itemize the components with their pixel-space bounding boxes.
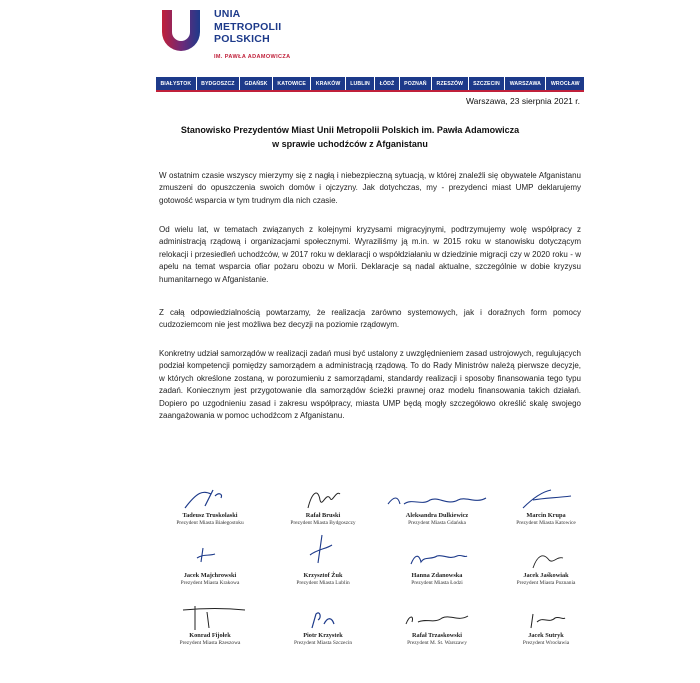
paragraph-4: Konkretny udział samorządów w realizacji zadań musi być ustalony z uwzględnieniem zasad ustrojowych, regulujących podział kompetencji pomiędzy samorządem a administracją rządową. To do Rady Ministrów należą pierwsze decyzje, w których określone zostaną, w porozumieniu z samorządami, standardy realizacji i sposoby finansowania tego typu zadań. Koniecznym jest przygotowanie dla samorządów ścieżki prawnej oraz modelu finansowania takich działań. Dopiero po uzgodnieniu zasad i zakresu współpracy, miasta UMP będą mogły szczegółowo określić skalę swojego zaangażowania w pomoc uchodźcom z Afganistanu.: [159, 349, 581, 421]
signatory-name: Marcin Krupa: [526, 512, 566, 519]
city-szczecin: SZCZECIN: [469, 77, 506, 90]
handwritten-signature-icon: [288, 608, 358, 632]
handwritten-signature-icon: [397, 546, 477, 572]
paragraph-3: Z całą odpowiedzialnością powtarzamy, że realizacja zarówno systemowych, jak i doraźnych form pomocy cudzoziemcom nie jest możliwa bez decyzji na poziomie rządowym.: [159, 308, 581, 330]
signatory-name: Krzysztof Żuk: [303, 572, 343, 579]
logo-line-2: METROPOLII: [214, 20, 282, 33]
city-bialystok: BIAŁYSTOK: [156, 77, 197, 90]
handwritten-signature-icon: [175, 486, 245, 512]
handwritten-signature-icon: [511, 608, 581, 632]
signature-block: [482, 608, 610, 647]
handwritten-signature-icon: [165, 602, 255, 632]
signatory-role: Prezydent Miasta Rzeszowa: [179, 640, 241, 646]
signatory-name: Rafał Trzaskowski: [412, 632, 462, 639]
city-poznan: POZNAŃ: [400, 77, 432, 90]
logo-subtitle: IM. PAWŁA ADAMOWICZA: [214, 54, 291, 60]
signatory-role: Prezydent Miasta Poznania: [516, 580, 576, 586]
handwritten-signature-icon: [382, 486, 492, 512]
paragraph-2: Od wielu lat, w tematach związanych z kolejnymi kryzysami migracyjnymi, podtrzymujemy wolę współpracy z administracją rządową i organizacjami społecznymi. Wyraziliśmy ją m.in. w 2015 roku w stanowisku dotyczącym relokacji i przesiedleń uchodźców, w 2017 roku w deklaracji o współdziałaniu w dziedzinie migracji czy w 2020 roku - w apelu na temat wsparcia ofiar pożaru obozu w Morii. Deklaracje są nadal aktualne, szczególnie w dobie kryzysu humanitarnego w Afganistanie.: [159, 225, 581, 284]
city-katowice: KATOWICE: [273, 77, 311, 90]
signatory-name: Jacek Sutryk: [528, 632, 564, 639]
signatory-name: Jacek Jaśkowiak: [523, 572, 569, 579]
signatory-role: Prezydent Wrocławia: [522, 640, 570, 646]
signatory-name: Hanna Zdanowska: [411, 572, 463, 579]
signature-block: [146, 602, 274, 647]
signature-block: [259, 486, 387, 527]
signatory-name: Piotr Krzystek: [303, 632, 343, 639]
city-krakow: KRAKÓW: [311, 77, 345, 90]
city-bar: [156, 77, 584, 92]
signatory-role: Prezydent Miasta Lublin: [296, 580, 350, 586]
city-warszawa: WARSZAWA: [505, 77, 546, 90]
signatory-role: Prezydent Miasta Krakowa: [180, 580, 240, 586]
city-lodz: ŁÓDŹ: [375, 77, 399, 90]
signatory-role: Prezydent Miasta Gdańska: [408, 520, 466, 526]
signatory-role: Prezydent Miasta Bydgoszczy: [290, 520, 356, 526]
logo-wordmark: [214, 8, 281, 46]
city-bydgoszcz: BYDGOSZCZ: [197, 77, 240, 90]
handwritten-signature-icon: [288, 533, 358, 572]
city-wroclaw: WROCŁAW: [546, 77, 584, 90]
signatory-role: Prezydent Miasta Białegostoku: [176, 520, 244, 526]
handwritten-signature-icon: [288, 486, 358, 512]
logo-line-3: POLSKICH: [214, 33, 270, 45]
signatory-name: Konrad Fijołek: [189, 632, 231, 639]
signature-block: [482, 486, 610, 527]
signatory-name: Tadeusz Truskolaski: [182, 512, 238, 519]
handwritten-signature-icon: [511, 548, 581, 572]
signature-block: [146, 486, 274, 527]
signatory-name: Rafał Bruski: [305, 512, 341, 519]
document-date: Warszawa, 23 sierpnia 2021 r.: [465, 96, 580, 106]
signature-block: [482, 548, 610, 587]
signatory-role: Prezydent M. St. Warszawy: [407, 640, 467, 646]
document-subtitle: w sprawie uchodźców z Afganistanu: [272, 139, 428, 149]
document-title: Stanowisko Prezydentów Miast Unii Metropolii Polskich im. Pawła Adamowicza: [180, 125, 520, 135]
signature-block: [259, 533, 387, 587]
ump-logo-icon: [156, 6, 206, 56]
signatory-name: Jacek Majchrowski: [183, 572, 237, 579]
handwritten-signature-icon: [511, 486, 581, 512]
handwritten-signature-icon: [392, 608, 482, 632]
city-lublin: LUBLIN: [346, 77, 376, 90]
signatory-role: Prezydent Miasta Katowice: [516, 520, 576, 526]
city-gdansk: GDAŃSK: [240, 77, 273, 90]
signatory-name: Aleksandra Dulkiewicz: [405, 512, 469, 519]
signature-block: [146, 544, 274, 587]
logo-line-1: UNIA: [214, 8, 241, 20]
handwritten-signature-icon: [175, 544, 245, 572]
signatory-role: Prezydent Miasta Szczecin: [293, 640, 353, 646]
signatory-role: Prezydent Miasta Łodzi: [411, 580, 463, 586]
paragraph-1: W ostatnim czasie wszyscy mierzymy się z nagłą i niebezpieczną sytuacją, w której znaleźli się obywatele Afganistanu zmuszeni do opuszczenia swoich domów i ojczyzny. Jak dotychczas, my - prezydenci miast UMP deklarujemy gotowość wsparcia w tym trudnym dla nich czasie.: [159, 171, 581, 205]
city-rzeszow: RZESZÓW: [432, 77, 469, 90]
signature-block: [259, 608, 387, 647]
